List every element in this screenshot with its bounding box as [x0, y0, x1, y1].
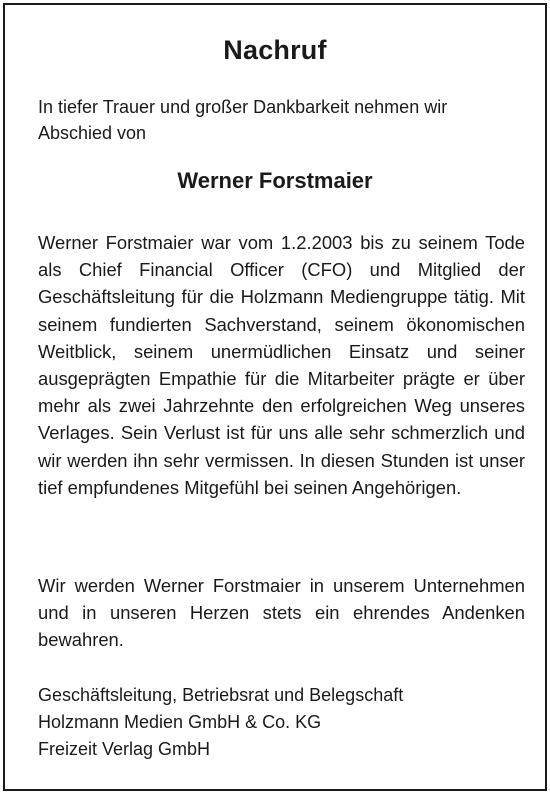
obituary-title: Nachruf	[223, 35, 327, 65]
obituary-frame	[3, 3, 547, 791]
closing-text: Wir werden Werner Forstmaier in unserem Unternehmen und in unseren Herzen stets ein ehrendes Andenken bewahren.	[38, 575, 525, 651]
intro-text: In tiefer Trauer und großer Dankbarkeit nehmen wir Abschied von	[38, 97, 448, 143]
deceased-name: Werner Forstmaier	[177, 168, 373, 193]
signature-line-staff: Geschäftsleitung, Betriebsrat und Belegschaft	[38, 685, 404, 705]
signature-line-company: Holzmann Medien GmbH & Co. KG	[38, 712, 322, 732]
signature-line-publisher: Freizeit Verlag GmbH	[38, 739, 211, 759]
signature-block	[38, 682, 403, 763]
obituary-body: Werner Forstmaier war vom 1.2.2003 bis zu seinem Tode als Chief Financial Officer (CFO) und Mitglied der Geschäftsleitung für die Holzmann Mediengruppe tätig. Mit seinem fundierten Sachverstand, seinem ökonomischen Weitblick, seinem unermüdlichen Einsatz und seiner ausgeprägten Empathie für die Mitarbeiter prägte er über mehr als zwei Jahrzehnte den erfolgreichen Weg unseres Verlages. Sein Verlust ist für uns alle sehr schmerzlich und wir werden ihn sehr vermissen. In diesen Stunden ist unser tief empfundenes Mitgefühl bei seinen Angehörigen.	[38, 232, 525, 498]
